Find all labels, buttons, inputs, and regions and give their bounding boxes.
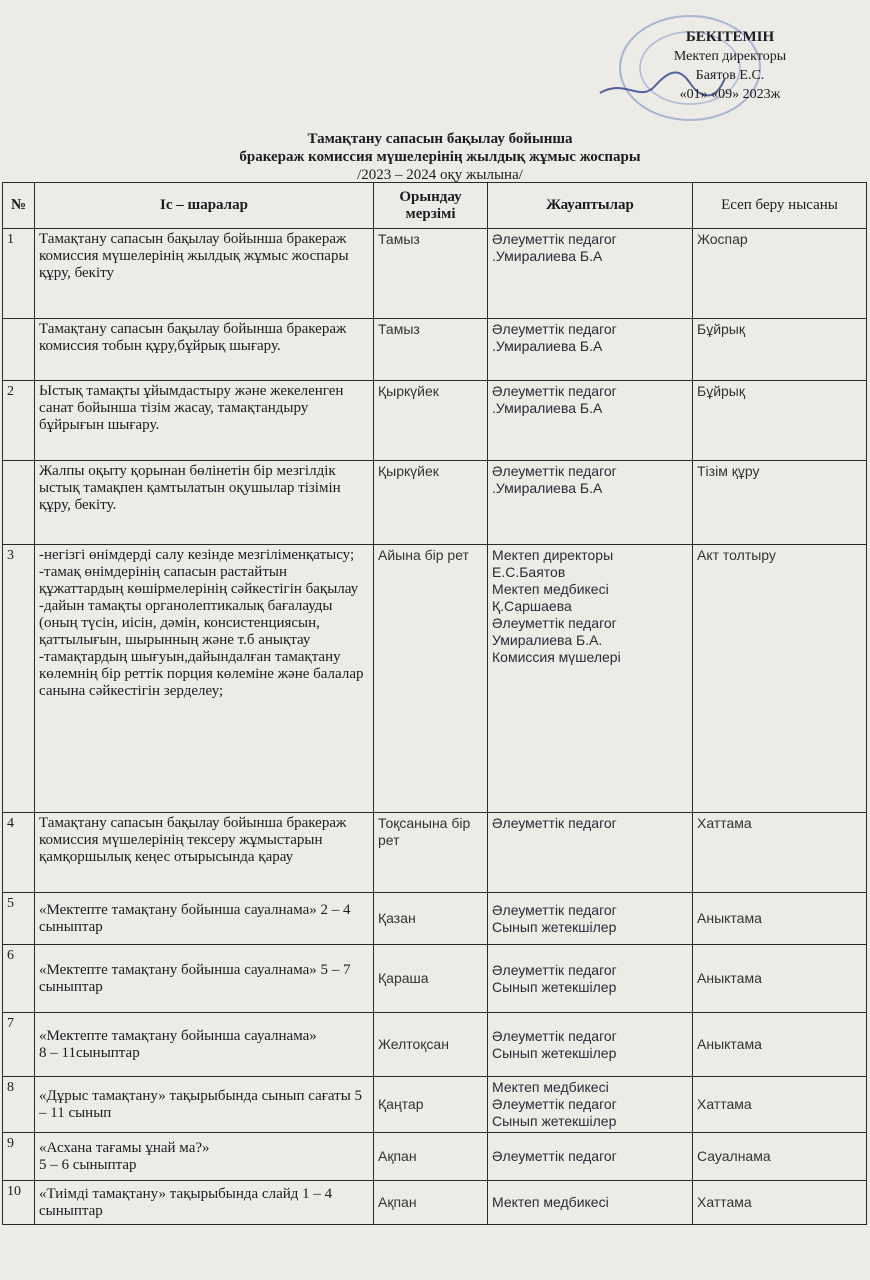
table-row bbox=[3, 461, 867, 545]
header-report: Есеп беру нысаны bbox=[693, 183, 867, 229]
approval-name: Баятов Е.С. bbox=[695, 68, 765, 83]
table-row bbox=[3, 893, 867, 945]
row-number: 7 bbox=[3, 1013, 35, 1077]
term-cell: Айына бір рет bbox=[374, 545, 488, 813]
responsible-cell: Мектеп директоры Е.С.Баятов Мектеп медбикесі Қ.Саршаева Әлеуметтік педагог Умиралиева Б.А. Комиссия мүшелері bbox=[488, 545, 693, 813]
report-cell: Хаттама bbox=[693, 1077, 867, 1133]
report-cell: Аныктама bbox=[693, 893, 867, 945]
term-cell: Тамыз bbox=[374, 229, 488, 319]
row-number: 2 bbox=[3, 381, 35, 461]
table-row bbox=[3, 813, 867, 893]
header-activity: Іс – шаралар bbox=[35, 183, 374, 229]
activity-cell: «Мектепте тамақтану бойынша сауалнама» 5 – 7 сыныптар bbox=[35, 945, 374, 1013]
row-number: 1 bbox=[3, 229, 35, 319]
report-cell: Жоспар bbox=[693, 229, 867, 319]
row-number: 3 bbox=[3, 545, 35, 813]
activity-cell: Жалпы оқыту қорынан бөлінетін бір мезгілдік ыстық тамақпен қамтылатын оқушылар тізімін құру, бекіту. bbox=[35, 461, 374, 545]
report-cell: Акт толтыру bbox=[693, 545, 867, 813]
term-cell: Тоқсанына бір рет bbox=[374, 813, 488, 893]
title-line-2: бракераж комиссия мүшелерінің жылдық жұмыс жоспары bbox=[239, 149, 641, 165]
document-title bbox=[150, 130, 730, 184]
term-cell: Қыркүйек bbox=[374, 461, 488, 545]
table-row bbox=[3, 945, 867, 1013]
activity-cell: -негізгі өнімдерді салу кезінде мезгіліменқатысу; -тамақ өнімдерінің сапасын растайтын құжаттардың көшірмелерінің сәйкестігін бақылау -дайын тамақты органолептикалық бағалауды (оның түсін, иісін, дәмін, консистенциясын, қаттылығын, шырынның және т.б анықтау -тамақтардың шығуын,дайындалған тамақтану көлемнің бір реттік порция көлеміне және балалар санына сәйкестігін зерделеу; bbox=[35, 545, 374, 813]
report-cell: Бұйрық bbox=[693, 381, 867, 461]
report-cell: Сауалнама bbox=[693, 1133, 867, 1181]
term-cell: Қазан bbox=[374, 893, 488, 945]
row-number: 5 bbox=[3, 893, 35, 945]
work-plan-table bbox=[2, 182, 867, 1225]
report-cell: Бұйрық bbox=[693, 319, 867, 381]
title-line-1: Тамақтану сапасын бақылау бойынша bbox=[307, 131, 573, 147]
responsible-cell: Әлеуметтік педагог Сынып жетекшілер bbox=[488, 1013, 693, 1077]
term-cell: Желтоқсан bbox=[374, 1013, 488, 1077]
approval-position: Мектеп директоры bbox=[673, 49, 787, 64]
activity-cell: «Мектепте тамақтану бойынша сауалнама» 2 – 4 сыныптар bbox=[35, 893, 374, 945]
activity-cell: Ыстық тамақты ұйымдастыру және жекеленген санат бойынша тізім жасау, тамақтандыру бұйрығын шығару. bbox=[35, 381, 374, 461]
activity-cell: «Дұрыс тамақтану» тақырыбында сынып сағаты 5 – 11 сынып bbox=[35, 1077, 374, 1133]
row-number: 6 bbox=[3, 945, 35, 1013]
row-number bbox=[3, 319, 35, 381]
approval-heading: БЕКІТЕМІН bbox=[685, 29, 775, 45]
title-year: /2023 – 2024 оқу жылына/ bbox=[357, 167, 523, 183]
table-row bbox=[3, 381, 867, 461]
activity-cell: Тамақтану сапасын бақылау бойынша бракераж комиссия мүшелерінің жылдық жұмыс жоспары құру, бекіту bbox=[35, 229, 374, 319]
header-number: № bbox=[3, 183, 35, 229]
term-cell: Қыркүйек bbox=[374, 381, 488, 461]
row-number: 8 bbox=[3, 1077, 35, 1133]
report-cell: Аныктама bbox=[693, 945, 867, 1013]
table-header-row bbox=[3, 183, 867, 229]
table-row bbox=[3, 319, 867, 381]
row-number: 4 bbox=[3, 813, 35, 893]
header-term: Орындау мерзімі bbox=[374, 183, 488, 229]
term-cell: Ақпан bbox=[374, 1181, 488, 1225]
responsible-cell: Әлеуметтік педагог .Умиралиева Б.А bbox=[488, 461, 693, 545]
term-cell: Ақпан bbox=[374, 1133, 488, 1181]
activity-cell: «Тиімді тамақтану» тақырыбында слайд 1 – 4 сыныптар bbox=[35, 1181, 374, 1225]
report-cell: Тізім құру bbox=[693, 461, 867, 545]
approval-block bbox=[600, 28, 860, 104]
responsible-cell: Әлеуметтік педагог Сынып жетекшілер bbox=[488, 893, 693, 945]
table-row bbox=[3, 1181, 867, 1225]
table-row bbox=[3, 1013, 867, 1077]
responsible-cell: Мектеп медбикесі bbox=[488, 1181, 693, 1225]
row-number: 9 bbox=[3, 1133, 35, 1181]
table-row bbox=[3, 545, 867, 813]
table-row bbox=[3, 1133, 867, 1181]
activity-cell: «Асхана тағамы ұнай ма?» 5 – 6 сыныптар bbox=[35, 1133, 374, 1181]
term-cell: Тамыз bbox=[374, 319, 488, 381]
activity-cell: Тамақтану сапасын бақылау бойынша бракераж комиссия тобын құру,бұйрық шығару. bbox=[35, 319, 374, 381]
activity-cell: «Мектепте тамақтану бойынша сауалнама» 8 – 11сыныптар bbox=[35, 1013, 374, 1077]
report-cell: Хаттама bbox=[693, 1181, 867, 1225]
row-number bbox=[3, 461, 35, 545]
table-row bbox=[3, 229, 867, 319]
approval-date: «01» «09» 2023ж bbox=[679, 87, 781, 102]
responsible-cell: Әлеуметтік педагог bbox=[488, 813, 693, 893]
responsible-cell: Әлеуметтік педагог .Умиралиева Б.А bbox=[488, 319, 693, 381]
responsible-cell: Әлеуметтік педагог .Умиралиева Б.А bbox=[488, 381, 693, 461]
responsible-cell: Мектеп медбикесі Әлеуметтік педагог Сынып жетекшілер bbox=[488, 1077, 693, 1133]
header-responsible: Жауаптылар bbox=[488, 183, 693, 229]
table-row bbox=[3, 1077, 867, 1133]
responsible-cell: Әлеуметтік педагог bbox=[488, 1133, 693, 1181]
row-number: 10 bbox=[3, 1181, 35, 1225]
responsible-cell: Әлеуметтік педагог .Умиралиева Б.А bbox=[488, 229, 693, 319]
activity-cell: Тамақтану сапасын бақылау бойынша бракераж комиссия мүшелерінің тексеру жұмыстарын қамқоршылық кеңес отырысында қарау bbox=[35, 813, 374, 893]
report-cell: Хаттама bbox=[693, 813, 867, 893]
term-cell: Қараша bbox=[374, 945, 488, 1013]
term-cell: Қаңтар bbox=[374, 1077, 488, 1133]
report-cell: Аныктама bbox=[693, 1013, 867, 1077]
responsible-cell: Әлеуметтік педагог Сынып жетекшілер bbox=[488, 945, 693, 1013]
